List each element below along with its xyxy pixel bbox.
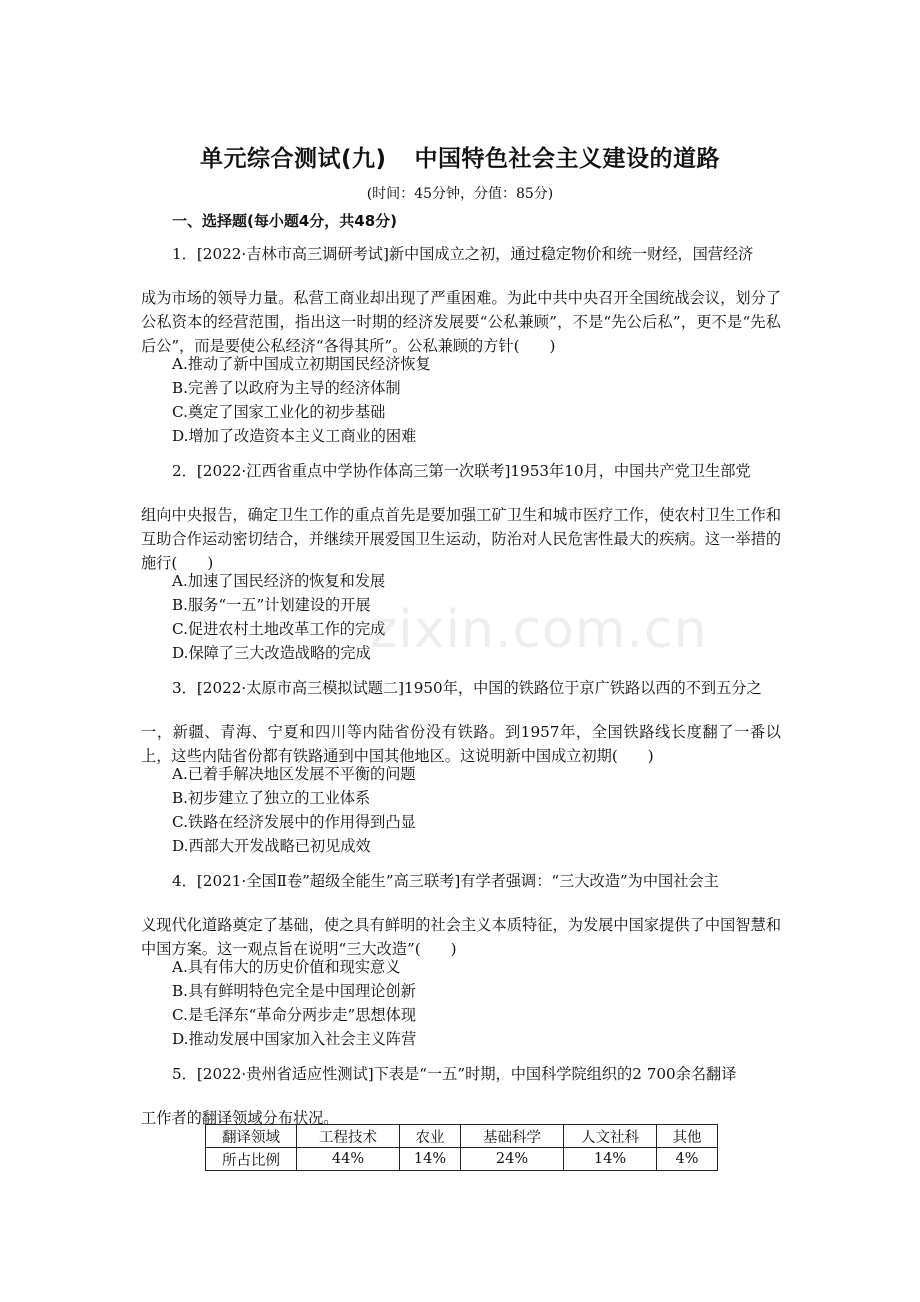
section-heading: 一、选择题(每小题4分，共48分) (172, 212, 398, 230)
question-4-option-c: C.是毛泽东“革命分两步走”思想体现 (172, 1006, 417, 1024)
table-header-cell: 农业 (400, 1125, 461, 1148)
table-cell: 14% (564, 1148, 657, 1171)
table-header-cell: 其他 (657, 1125, 718, 1148)
question-2-option-b: B.服务“一五”计划建设的开展 (172, 596, 371, 614)
question-4-paren: ) (450, 940, 457, 958)
question-1-stem (141, 242, 781, 358)
question-2-option-d: D.保障了三大改造战略的完成 (172, 644, 371, 662)
table-cell: 4% (657, 1148, 718, 1171)
question-5-stem (141, 1062, 781, 1130)
table-cell: 44% (297, 1148, 400, 1171)
question-3-option-d: D.西部大开发战略已初见成效 (172, 837, 371, 855)
question-3-paren: ) (647, 747, 654, 765)
question-3-text: 一，新疆、青海、宁夏和四川等内陆省份没有铁路。到1957年，全国铁路线长度翻了一番以上，这些内陆省份都有铁路通到中国其他地区。这说明新中国成立初期( (141, 723, 781, 765)
question-2-paren: ) (207, 554, 214, 572)
question-1-option-d: D.增加了改造资本主义工商业的困难 (172, 427, 417, 445)
question-4-option-b: B.具有鲜明特色完全是中国理论创新 (172, 982, 416, 1000)
question-3-option-a: A.已着手解决地区发展不平衡的问题 (172, 765, 416, 783)
question-2-text: 组向中央报告，确定卫生工作的重点首先是要加强工矿卫生和城市医疗工作，使农村卫生工作和互助合作运动密切结合，并继续开展爱国卫生运动，防治对人民危害性最大的疾病。这一举措的施行( (141, 506, 781, 572)
question-1-option-a: A.推动了新中国成立初期国民经济恢复 (172, 355, 431, 373)
question-4-option-d: D.推动发展中国家加入社会主义阵营 (172, 1030, 417, 1048)
watermark: zixin.com.cn (370, 600, 708, 660)
title-main: 单元综合测试(九) (199, 146, 387, 172)
question-3-option-b: B.初步建立了独立的工业体系 (172, 789, 371, 807)
question-3-line1: 3．[2022·太原市高三模拟试题二]1950年，中国的铁路位于京广铁路以西的不到五分之 (172, 679, 762, 697)
question-3-stem (141, 676, 781, 768)
question-5-text: 工作者的翻译领域分布状况。 (141, 1109, 339, 1127)
table-header-cell: 基础科学 (461, 1125, 564, 1148)
question-1-paren: ) (549, 337, 556, 355)
table-cell: 所占比例 (206, 1148, 297, 1171)
table-header-cell: 工程技术 (297, 1125, 400, 1148)
table-row (206, 1148, 718, 1171)
question-4-line1: 4．[2021·全国Ⅱ卷”超级全能生”高三联考]有学者强调：“三大改造”为中国社会主 (172, 872, 719, 890)
question-2-option-c: C.促进农村土地改革工作的完成 (172, 620, 386, 638)
translation-distribution-table (205, 1124, 718, 1171)
question-5-line1: 5．[2022·贵州省适应性测试]下表是“一五”时期，中国科学院组织的2 700余名翻译 (172, 1065, 737, 1083)
question-3-option-c: C.铁路在经济发展中的作用得到凸显 (172, 813, 416, 831)
table-header-cell: 人文社科 (564, 1125, 657, 1148)
exam-meta: (时间：45分钟，分值：85分) (366, 186, 554, 202)
question-2-option-a: A.加速了国民经济的恢复和发展 (172, 572, 386, 590)
question-1-option-b: B.完善了以政府为主导的经济体制 (172, 379, 401, 397)
page-title (0, 140, 920, 173)
title-topic: 中国特色社会主义建设的道路 (414, 146, 721, 172)
table-cell: 14% (400, 1148, 461, 1171)
question-4-stem (141, 869, 781, 961)
question-4-text: 义现代化道路奠定了基础，使之具有鲜明的社会主义本质特征，为发展中国家提供了中国智慧和中国方案。这一观点旨在说明“三大改造”( (141, 916, 781, 958)
question-1-text: 成为市场的领导力量。私营工商业却出现了严重困难。为此中共中央召开全国统战会议，划分了公私资本的经营范围，指出这一时期的经济发展要“公私兼顾”，不是“先公后私”，更不是“先私后公”，而是要使公私经济“各得其所”。公私兼顾的方针( (141, 289, 781, 355)
question-2-line1: 2．[2022·江西省重点中学协作体高三第一次联考]1953年10月，中国共产党卫生部党 (172, 462, 751, 480)
question-1-line1: 1．[2022·吉林市高三调研考试]新中国成立之初，通过稳定物价和统一财经，国营经济 (172, 245, 754, 263)
table-cell: 24% (461, 1148, 564, 1171)
question-1-option-c: C.奠定了国家工业化的初步基础 (172, 403, 386, 421)
question-2-stem (141, 459, 781, 575)
table-row (206, 1125, 718, 1148)
question-4-option-a: A.具有伟大的历史价值和现实意义 (172, 958, 401, 976)
table-header-cell: 翻译领域 (206, 1125, 297, 1148)
